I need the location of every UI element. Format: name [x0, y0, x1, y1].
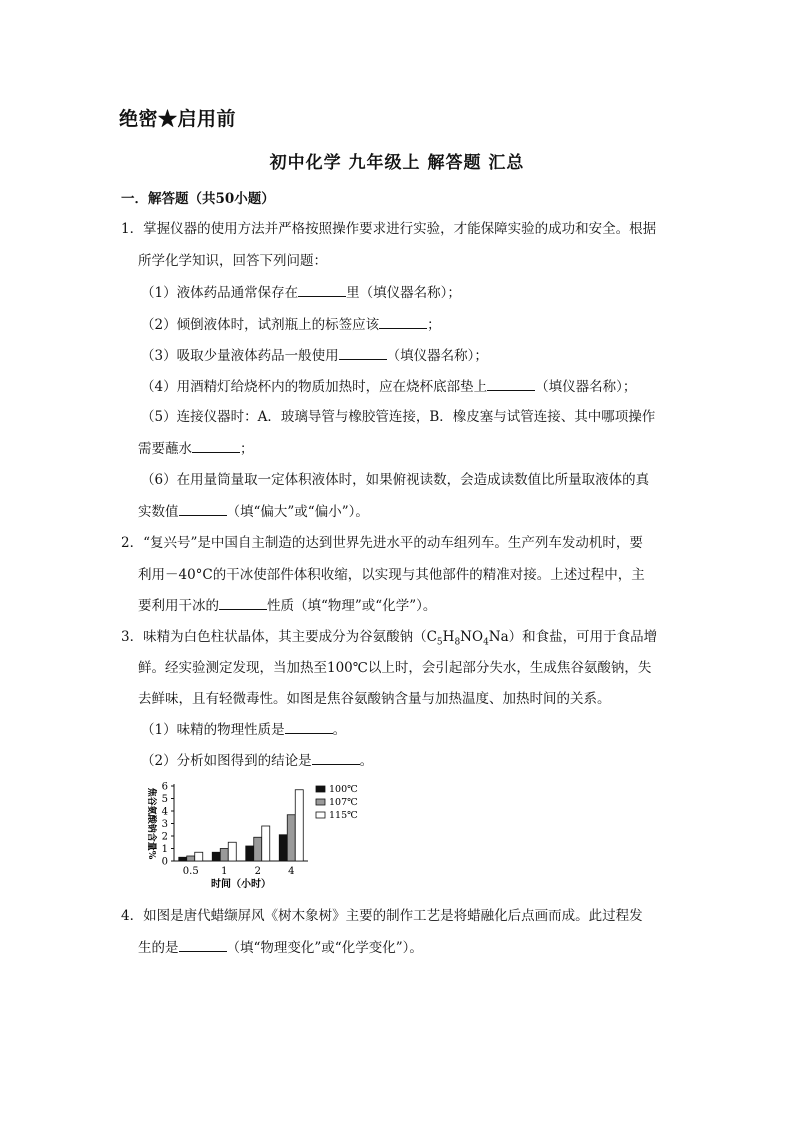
- answer-blank[interactable]: [298, 282, 346, 297]
- q1-sub5-line1: （5）连接仪器时：A．玻璃导管与橡胶管连接，B．橡皮塞与试管连接、其中哪项操作: [141, 409, 656, 425]
- q1-sub1: [141, 281, 461, 301]
- x-tick-label: 4: [288, 866, 295, 877]
- q4-text-b: （填“物理变化”或“化学变化”）。: [226, 940, 423, 956]
- bar-3-2: [262, 826, 270, 861]
- legend-swatch: [316, 799, 325, 805]
- formula-part: H: [442, 629, 455, 645]
- q3-sub1-text-a: （1）味精的物理性质是: [141, 722, 285, 738]
- legend-label: 115℃: [329, 810, 358, 821]
- q4-text-a: 生的是: [138, 940, 179, 956]
- q1-sub5-line2: [138, 437, 254, 457]
- q3-text-a: 3．味精为白色柱状晶体，其主要成分为谷氨酸钠（C: [121, 629, 437, 645]
- answer-blank[interactable]: [339, 345, 387, 360]
- answer-blank[interactable]: [487, 376, 535, 391]
- bar-2-4: [287, 815, 295, 861]
- bar-2-0.5: [187, 856, 195, 861]
- answer-blank[interactable]: [179, 937, 227, 952]
- formula-sub: 8: [454, 637, 461, 648]
- formula-sub: 4: [483, 637, 489, 648]
- q1-sub2: [141, 313, 441, 333]
- q3-sub2: [141, 749, 373, 769]
- bar-1-1: [212, 852, 220, 861]
- bar-1-2: [246, 846, 254, 861]
- q1-sub2-text-b: ；: [427, 317, 441, 333]
- q1-sub1-text-a: （1）液体药品通常保存在: [141, 285, 299, 301]
- q1-sub4-text-b: （填仪器名称）；: [535, 379, 637, 395]
- bar-2-1: [220, 849, 228, 862]
- q4-line1: 4．如图是唐代蜡缬屏风《树木象树》主要的制作工艺是将蜡融化后点画而成。此过程发: [121, 908, 643, 924]
- bar-1-4: [279, 835, 287, 861]
- q1-stem-line1: 1．掌握仪器的使用方法并严格按照操作要求进行实验，才能保障实验的成功和安全。根据: [121, 221, 657, 237]
- formula-sub: 5: [436, 637, 443, 648]
- x-tick-label: 0.5: [182, 866, 199, 877]
- q1-stem-line2: 所学化学知识，回答下列问题：: [138, 253, 327, 269]
- q1-sub6-line2: [138, 500, 369, 520]
- bar-3-4: [295, 790, 303, 861]
- y-tick-label: 4: [161, 806, 168, 818]
- q3-sub2-text-b: 。: [359, 753, 374, 769]
- q3-line1: [121, 625, 657, 648]
- q1-sub3-text-b: （填仪器名称）；: [386, 348, 488, 364]
- x-tick-label: 1: [221, 866, 228, 877]
- y-tick-label: 0: [161, 856, 168, 868]
- answer-blank[interactable]: [312, 750, 360, 765]
- q2-line2: 利用－40°C的干冰使部件体积收缩，以实现与其他部件的精准对接。上述过程中，主: [138, 567, 645, 583]
- q1-sub4-text-a: （4）用酒精灯给烧杯内的物质加热时，应在烧杯底部垫上: [141, 379, 488, 395]
- q1-sub6-line1: （6）在用量筒量取一定体积液体时，如果俯视读数，会造成读数值比所量取液体的真: [141, 472, 650, 488]
- answer-blank[interactable]: [192, 438, 240, 453]
- q1-sub6-text-a: 实数值: [138, 504, 179, 520]
- x-axis-label: 时间（小时）: [211, 879, 271, 890]
- answer-blank[interactable]: [179, 501, 227, 516]
- legend-swatch: [316, 812, 325, 818]
- y-tick-label: 5: [161, 794, 168, 805]
- answer-blank[interactable]: [379, 314, 427, 329]
- q2-text-a: 要利用干冰的: [138, 598, 219, 614]
- q3-line3: 去鲜味，且有轻微毒性。如图是焦谷氨酸钠含量与加热温度、加热时间的关系。: [138, 691, 611, 707]
- q2-text-b: 性质（填“物理”或“化学”）。: [267, 598, 437, 614]
- q1-sub6-text-b: （填“偏大”或“偏小”）。: [226, 504, 369, 520]
- answer-blank[interactable]: [285, 719, 333, 734]
- bar-chart: [130, 778, 370, 890]
- y-tick-label: 2: [161, 831, 168, 843]
- q1-sub5-text-b: ；: [240, 441, 254, 457]
- q1-sub3-text-a: （3）吸取少量液体药品一般使用: [141, 348, 339, 364]
- q1-sub5-text-a: 需要蘸水: [138, 441, 192, 457]
- legend-label: 107℃: [329, 797, 358, 808]
- page-title: 初中化学 九年级上 解答题 汇总: [269, 153, 525, 173]
- q3-line2: 鲜。经实验测定发现，当加热至100℃以上时，会引起部分失水，生成焦谷氨酸钠，失: [138, 660, 652, 676]
- legend-label: 100℃: [329, 784, 358, 795]
- answer-blank[interactable]: [219, 595, 267, 610]
- q1-sub4: [141, 375, 636, 395]
- y-tick-label: 3: [161, 819, 168, 830]
- formula-part: Na: [488, 629, 509, 645]
- section-heading: 一．解答题（共50小题）: [121, 191, 275, 207]
- q1-sub2-text-a: （2）倾倒液体时，试剂瓶上的标签应该: [141, 317, 380, 333]
- q3-text-b: ）和食盐，可用于食品增: [508, 629, 658, 645]
- bar-3-0.5: [195, 852, 203, 861]
- q3-sub1-text-b: 。: [332, 722, 347, 738]
- y-axis-label: 焦谷氨酸钠含量%: [146, 787, 156, 860]
- q1-sub1-text-b: 里（填仪器名称）；: [346, 285, 461, 301]
- q3-sub2-text-a: （2）分析如图得到的结论是: [141, 753, 312, 769]
- q4-line2: [138, 936, 423, 956]
- q3-sub1: [141, 718, 346, 738]
- q2-line3: [138, 594, 436, 614]
- formula-part: NO: [460, 629, 484, 645]
- y-tick-label: 1: [161, 844, 168, 855]
- q2-line1: 2．“复兴号”是中国自主制造的达到世界先进水平的动车组列车。生产列车发动机时，要: [121, 535, 643, 551]
- q1-sub3: [141, 344, 488, 364]
- bar-2-2: [254, 837, 262, 861]
- y-tick-label: 6: [161, 781, 168, 793]
- legend-swatch: [316, 786, 325, 792]
- bar-3-1: [228, 842, 236, 861]
- confidential-label: 绝密★启用前: [119, 108, 237, 130]
- x-tick-label: 2: [254, 866, 261, 877]
- bar-1-0.5: [179, 857, 187, 861]
